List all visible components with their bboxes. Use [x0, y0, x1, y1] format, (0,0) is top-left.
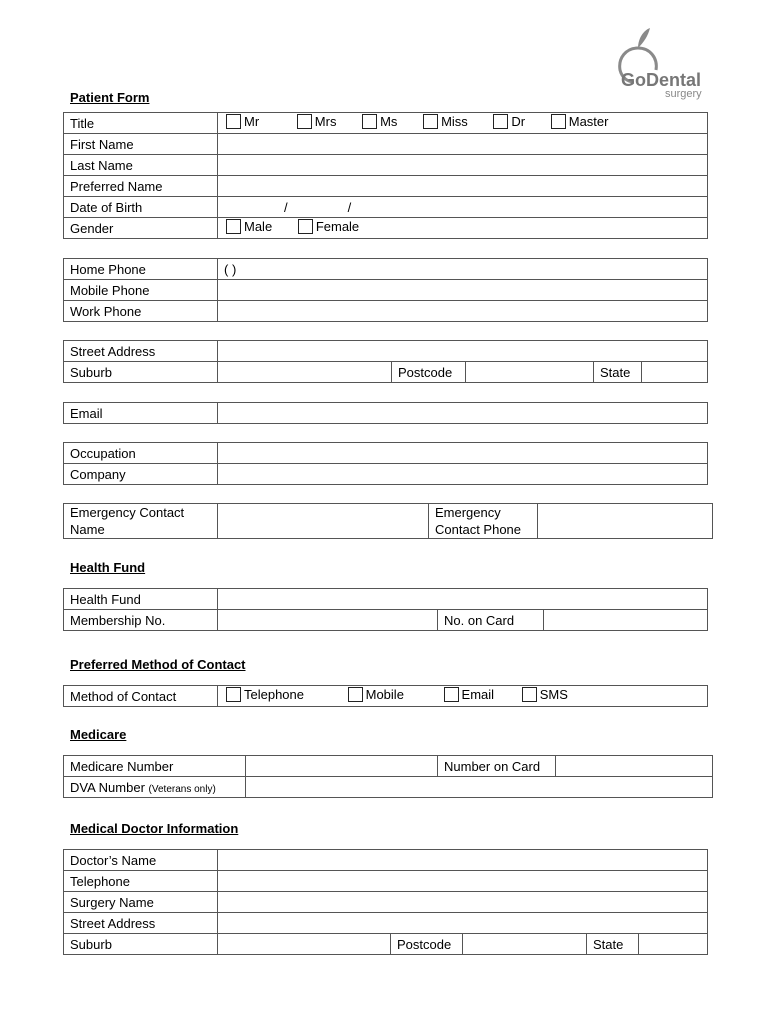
emergency-phone-field[interactable] [538, 504, 713, 539]
contact-option-telephone[interactable]: Telephone [226, 687, 304, 702]
doctor-telephone-label: Telephone [64, 871, 218, 892]
email-field[interactable] [218, 403, 708, 424]
work-phone-field[interactable] [218, 301, 708, 322]
checkbox-icon [226, 219, 241, 234]
checkbox-icon [444, 687, 459, 702]
checkbox-icon [297, 114, 312, 129]
surgery-name-field[interactable] [218, 892, 708, 913]
contact-method-options [218, 686, 708, 707]
title-label: Title [64, 113, 218, 134]
occupation-table [63, 442, 708, 485]
logo-name: GoDental [621, 70, 702, 90]
suburb-field[interactable] [218, 362, 392, 383]
doctor-postcode-label: Postcode [391, 934, 463, 955]
medicare-number-label: Medicare Number [64, 756, 246, 777]
mobile-phone-label: Mobile Phone [64, 280, 218, 301]
last-name-field[interactable] [218, 155, 708, 176]
patient-details-table [63, 112, 708, 239]
surgery-name-label: Surgery Name [64, 892, 218, 913]
dob-field[interactable]: / / [218, 197, 708, 218]
checkbox-icon [423, 114, 438, 129]
preferred-name-field[interactable] [218, 176, 708, 197]
medicare-number-field[interactable] [246, 756, 438, 777]
title-option-master[interactable]: Master [551, 114, 609, 129]
doctor-name-label: Doctor’s Name [64, 850, 218, 871]
health-fund-label: Health Fund [64, 589, 218, 610]
postcode-field[interactable] [466, 362, 594, 383]
doctor-suburb-field[interactable] [218, 934, 391, 955]
contact-method-table [63, 685, 708, 707]
section-title-doctor: Medical Doctor Information [70, 821, 239, 836]
email-label: Email [64, 403, 218, 424]
checkbox-icon [493, 114, 508, 129]
checkbox-icon [522, 687, 537, 702]
membership-field[interactable] [218, 610, 438, 631]
dva-number-label: DVA Number (Veterans only) [64, 777, 246, 798]
medicare-table [63, 755, 713, 798]
health-fund-table [63, 588, 708, 631]
company-label: Company [64, 464, 218, 485]
title-option-mrs[interactable]: Mrs [297, 114, 337, 129]
emergency-table [63, 503, 713, 539]
section-title-preferred-contact: Preferred Method of Contact [70, 657, 246, 672]
checkbox-icon [226, 114, 241, 129]
address-table [63, 340, 708, 383]
state-field[interactable] [642, 362, 708, 383]
number-on-card-field[interactable] [556, 756, 713, 777]
title-option-miss[interactable]: Miss [423, 114, 468, 129]
checkbox-icon [226, 687, 241, 702]
home-phone-field[interactable]: ( ) [218, 259, 708, 280]
home-phone-label: Home Phone [64, 259, 218, 280]
doctor-street-label: Street Address [64, 913, 218, 934]
contact-option-email[interactable]: Email [444, 687, 495, 702]
dva-number-field[interactable] [246, 777, 713, 798]
occupation-field[interactable] [218, 443, 708, 464]
emergency-phone-label: Emergency Contact Phone [429, 504, 538, 539]
gender-option-male[interactable]: Male [226, 219, 272, 234]
work-phone-label: Work Phone [64, 301, 218, 322]
no-on-card-field[interactable] [544, 610, 708, 631]
health-fund-field[interactable] [218, 589, 708, 610]
doctor-state-field[interactable] [639, 934, 708, 955]
company-field[interactable] [218, 464, 708, 485]
dva-note: (Veterans only) [148, 783, 216, 795]
checkbox-icon [298, 219, 313, 234]
section-title-patient-form: Patient Form [70, 90, 150, 105]
checkbox-icon [348, 687, 363, 702]
section-title-health-fund: Health Fund [70, 560, 146, 575]
emergency-name-field[interactable] [218, 504, 429, 539]
checkbox-icon [362, 114, 377, 129]
title-options [218, 113, 708, 134]
doctor-suburb-label: Suburb [64, 934, 218, 955]
contact-option-mobile[interactable]: Mobile [348, 687, 404, 702]
emergency-name-label: Emergency Contact Name [64, 504, 218, 539]
postcode-label: Postcode [392, 362, 466, 383]
section-title-medicare: Medicare [70, 727, 127, 742]
doctor-table [63, 849, 708, 955]
gender-option-female[interactable]: Female [298, 219, 359, 234]
logo-subtitle: surgery [665, 88, 702, 100]
occupation-label: Occupation [64, 443, 218, 464]
title-option-dr[interactable]: Dr [493, 114, 525, 129]
preferred-name-label: Preferred Name [64, 176, 218, 197]
contact-method-label: Method of Contact [64, 686, 218, 707]
first-name-label: First Name [64, 134, 218, 155]
phone-table [63, 258, 708, 322]
mobile-phone-field[interactable] [218, 280, 708, 301]
suburb-label: Suburb [64, 362, 218, 383]
email-table [63, 402, 708, 424]
checkbox-icon [551, 114, 566, 129]
number-on-card-label: Number on Card [438, 756, 556, 777]
title-option-ms[interactable]: Ms [362, 114, 397, 129]
doctor-street-field[interactable] [218, 913, 708, 934]
street-address-label: Street Address [64, 341, 218, 362]
membership-label: Membership No. [64, 610, 218, 631]
street-address-field[interactable] [218, 341, 708, 362]
no-on-card-label: No. on Card [438, 610, 544, 631]
doctor-name-field[interactable] [218, 850, 708, 871]
title-option-mr[interactable]: Mr [226, 114, 259, 129]
contact-option-sms[interactable]: SMS [522, 687, 568, 702]
doctor-state-label: State [587, 934, 639, 955]
gender-label: Gender [64, 218, 218, 239]
doctor-telephone-field[interactable] [218, 871, 708, 892]
state-label: State [594, 362, 642, 383]
first-name-field[interactable] [218, 134, 708, 155]
dob-label: Date of Birth [64, 197, 218, 218]
doctor-postcode-field[interactable] [463, 934, 587, 955]
gender-options [218, 218, 708, 239]
last-name-label: Last Name [64, 155, 218, 176]
